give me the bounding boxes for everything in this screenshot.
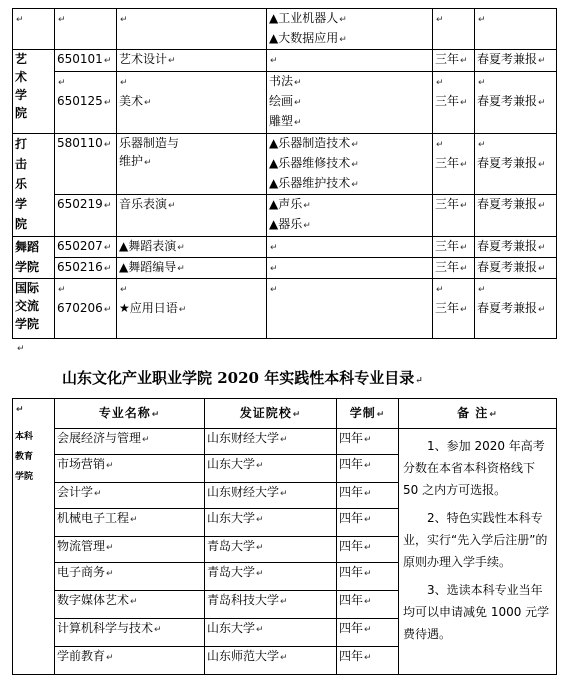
enrollment: 春夏考兼报 ↵ [477,92,554,112]
enrollment-cell [475,279,557,339]
duration: 三年 ↵ [435,92,472,112]
duration: 三年 ↵ [435,239,468,253]
code-cell [55,237,117,258]
directions-cell [267,72,433,134]
directions-cell [267,237,433,258]
college-cell [13,279,55,339]
duration-cell [433,134,475,195]
major-cell: 计算机科学与技术 ↵ [55,619,205,647]
duration: 三年 ↵ [435,52,468,66]
major-cell: 物流管理 ↵ [55,537,205,563]
major-code: 670206 ↵ [57,299,114,319]
directions-cell [267,258,433,279]
college-major-table [12,8,557,339]
directions-cell [267,279,433,339]
notes-cell [399,429,557,675]
code-cell [55,9,117,50]
table-row [13,50,557,72]
major-name: 艺术设计 ↵ [119,52,176,66]
duration-cell [433,195,475,237]
major-cell [117,258,267,279]
table-row [13,134,557,195]
duration-cell [433,279,475,339]
duration: 三年 ↵ [435,197,468,211]
direction-line: 书法 ↵ [269,72,430,92]
code-cell [55,258,117,279]
major-name: 音乐表演 ↵ [119,197,176,211]
duration-cell [433,237,475,258]
duration-cell: 四年 ↵ [337,429,399,455]
code-cell [55,72,117,134]
major-code: 650219 ↵ [57,197,111,211]
code-cell [55,195,117,237]
directions-cell [267,9,433,50]
category-line: 教育 [15,452,34,462]
enrollment: 春夏考兼报 ↵ [477,154,554,174]
college-cell [13,134,55,237]
directions-cell [267,50,433,72]
page-title: 山东文化产业职业学院 2020 年实践性本科专业目录 ↵ [62,367,423,388]
college-name: 舞蹈学院 [15,240,40,274]
school-cell: 山东大学 ↵ [205,619,337,647]
direction-line: 绘画 ↵ [269,92,430,112]
enrollment: 春夏考兼报 ↵ [477,197,546,211]
table-row [13,279,557,339]
direction-line: ▲乐器制造技术 ↵ [269,134,430,154]
note-2: 2、特色实践性本科专业，实行“先入学后注册”的原则办理入学手续。 [403,511,548,569]
major-cell [117,50,267,72]
major-cell: 机械电子工程 ↵ [55,509,205,537]
duration-cell: 四年 ↵ [337,483,399,509]
table-row [13,258,557,279]
code-cell [55,134,117,195]
college-name: 打击乐学院 [15,137,28,231]
school-cell: 山东师范大学 ↵ [205,647,337,675]
enrollment-cell [475,9,557,50]
enrollment-cell [475,134,557,195]
major-name: ▲舞蹈表演 ↵ [119,239,185,253]
duration-cell: 四年 ↵ [337,455,399,483]
duration-cell: 四年 ↵ [337,591,399,619]
header-major: 专业名称 ↵ [55,399,205,429]
major-code: 650216 ↵ [57,260,111,274]
college-cell [13,50,55,134]
major-name: 美术 ↵ [119,92,264,112]
school-cell: 山东财经大学 ↵ [205,429,337,455]
directions-cell [267,134,433,195]
table-header-row [13,399,557,429]
major-cell: 学前教育 ↵ [55,647,205,675]
major-cell [117,195,267,237]
major-code: 580110 ↵ [57,136,111,150]
duration-cell [433,9,475,50]
duration-cell: 四年 ↵ [337,509,399,537]
major-cell [117,9,267,50]
college-cell [13,237,55,279]
college-name: 国际交流学院 [15,281,40,331]
major-cell [117,279,267,339]
duration-cell [433,72,475,134]
directions-cell [267,195,433,237]
duration-cell: 四年 ↵ [337,647,399,675]
major-cell [117,72,267,134]
school-cell: 山东大学 ↵ [205,455,337,483]
major-code: 650125 ↵ [57,92,114,112]
code-cell [55,50,117,72]
duration-cell: 四年 ↵ [337,537,399,563]
paragraph-mark [16,344,25,354]
major-cell: 电子商务 ↵ [55,563,205,591]
enrollment-cell [475,195,557,237]
direction-line: ▲工业机器人 ↵ [269,9,430,29]
enrollment: 春夏考兼报 ↵ [477,239,546,253]
enrollment-cell [475,72,557,134]
school-cell: 山东财经大学 ↵ [205,483,337,509]
major-code: 650101 ↵ [57,52,111,66]
duration: 三年 ↵ [435,260,468,274]
direction-line: ▲声乐 ↵ [269,195,430,215]
table-row [13,72,557,134]
enrollment: 春夏考兼报 ↵ [477,299,554,319]
code-cell [55,279,117,339]
table-row [13,237,557,258]
major-cell [117,134,267,195]
header-school: 发证院校 ↵ [205,399,337,429]
major-cell [117,237,267,258]
undergraduate-major-table [12,398,557,675]
major-code: 650207 ↵ [57,239,111,253]
table-row [13,195,557,237]
school-cell: 青岛大学 ↵ [205,563,337,591]
school-cell: 山东大学 ↵ [205,509,337,537]
enrollment: 春夏考兼报 ↵ [477,52,546,66]
direction-line: 雕塑 ↵ [269,112,430,132]
table-row [13,9,557,50]
header-notes: 备 注 ↵ [399,399,557,429]
header-duration: 学制 ↵ [337,399,399,429]
duration-cell: 四年 ↵ [337,619,399,647]
category-line: 本科 [15,432,34,442]
duration: 三年 ↵ [435,299,472,319]
table-row [13,429,557,455]
category-cell [13,399,55,675]
major-cell: 会计学 ↵ [55,483,205,509]
direction-line: ▲乐器维护技术 ↵ [269,174,430,194]
school-cell: 青岛大学 ↵ [205,537,337,563]
enrollment-cell [475,258,557,279]
college-cell [13,9,55,50]
duration-cell [433,258,475,279]
duration: 三年 ↵ [435,154,472,174]
note-3: 3、选读本科专业当年均可以申请减免 1000 元学费待遇。 [403,583,550,641]
school-cell: 青岛科技大学 ↵ [205,591,337,619]
college-name: 艺术学院 [15,52,28,120]
direction-line: ▲乐器维修技术 ↵ [269,154,430,174]
note-1: 1、参加 2020 年高考分数在本省本科资格线下 50 之内方可选报。 [403,439,545,497]
category-line: 学院 [15,472,34,482]
major-name: ★应用日语 ↵ [119,299,264,319]
direction-line: ▲器乐 ↵ [269,215,430,235]
enrollment-cell [475,237,557,258]
enrollment: 春夏考兼报 ↵ [477,260,546,274]
enrollment-cell [475,50,557,72]
duration-cell [433,50,475,72]
major-name: ▲舞蹈编导 ↵ [119,260,185,274]
major-cell: 会展经济与管理 ↵ [55,429,205,455]
major-cell: 数字媒体艺术 ↵ [55,591,205,619]
duration-cell: 四年 ↵ [337,563,399,591]
direction-line: ▲大数据应用 ↵ [269,29,430,49]
major-cell: 市场营销 ↵ [55,455,205,483]
major-name: 乐器制造与维护 ↵ [119,134,189,172]
